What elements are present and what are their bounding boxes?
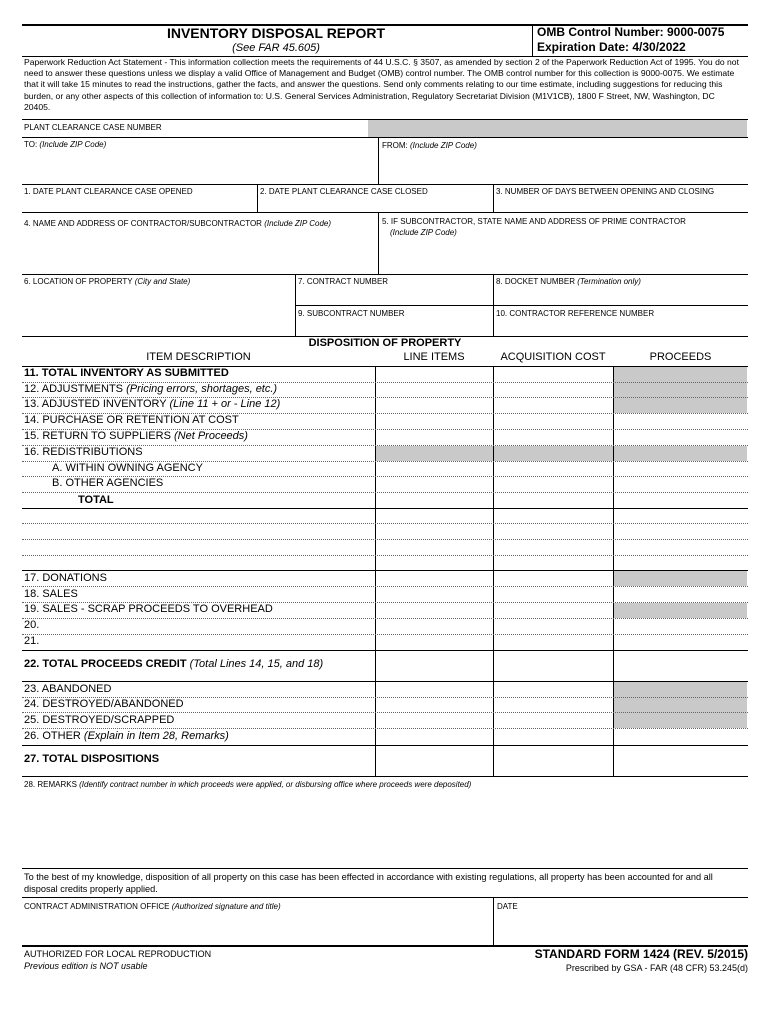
disposition-title: DISPOSITION OF PROPERTY	[308, 337, 462, 349]
prime-contractor-hint: (Include ZIP Code)	[390, 228, 457, 237]
contractor-reference-label: 10. CONTRACTOR REFERENCE NUMBER	[496, 309, 655, 318]
remarks-label: 28. REMARKS (Identify contract number in which proceeds were applied, or disbursing office where proceeds were deposited)	[24, 780, 472, 789]
form-title: INVENTORY DISPOSAL REPORT	[166, 25, 386, 41]
far-reference: (See FAR 45.605)	[232, 42, 320, 54]
days-between-field[interactable]	[495, 197, 747, 211]
col-item-description: ITEM DESCRIPTION	[146, 351, 251, 363]
col-acquisition-cost: ACQUISITION COST	[500, 351, 606, 363]
row-16a-label: A. WITHIN OWNING AGENCY	[52, 462, 203, 474]
to-address-field[interactable]	[23, 150, 377, 183]
row-16-total-label: TOTAL	[78, 494, 114, 506]
prime-contractor-field[interactable]	[380, 240, 747, 273]
row-17-label: 17. DONATIONS	[24, 572, 107, 584]
form-number: STANDARD FORM 1424 (REV. 5/2015)	[534, 947, 748, 961]
expiration-date: Expiration Date: 4/30/2022	[537, 40, 686, 54]
proceeds-shaded-17	[614, 571, 747, 586]
row-27-label: 27. TOTAL DISPOSITIONS	[24, 753, 160, 765]
contract-number-label: 7. CONTRACT NUMBER	[298, 277, 389, 286]
row-16-label: 16. REDISTRIBUTIONS	[24, 446, 143, 458]
subcontract-number-field[interactable]	[297, 320, 492, 335]
proceeds-shaded-23-25	[614, 682, 747, 728]
from-label: FROM: (Include ZIP Code)	[382, 141, 477, 150]
case-number-field[interactable]	[368, 120, 747, 137]
days-between-label: 3. NUMBER OF DAYS BETWEEN OPENING AND CLOSING	[496, 187, 715, 196]
date-closed-field[interactable]	[259, 197, 492, 211]
row-22-label: 22. TOTAL PROCEEDS CREDIT (Total Lines 14, 15, and 18)	[24, 658, 324, 670]
shaded-16	[376, 446, 747, 461]
proceeds-shaded-19	[614, 603, 747, 618]
proceeds-shaded-11-13	[614, 367, 747, 413]
certification-statement: To the best of my knowledge, disposition of all property on this case has been effected in accordance with existing regulations, all property has been accounted for and all disposal credits properly applied.	[24, 872, 713, 895]
row-20-label: 20.	[24, 619, 40, 631]
paperwork-notice: Paperwork Reduction Act Statement - This information collection meets the requirements of 44 U.S.C. § 3507, as amended by section 2 of the Paperwork Reduction Act of 1995. You do not need to answer these questions unless we display a valid Office of Management and Budget (OMB) control number. The OMB control number for this collection is 9000-0075. We estimate that it will take 15 minutes to read the instructions, gather the facts, and answer the questions. Send only comments relating to our time estimate, including suggestions for reducing this burden, or any other aspects of this collection of information to: U.S. General Services Administration, Regulatory Secretariat Division (M1V1CB), 1800 F Street, NW, Washington, DC 20405.	[24, 57, 739, 112]
row-15-label: 15. RETURN TO SUPPLIERS (Net Proceeds)	[24, 430, 248, 442]
docket-number-field[interactable]	[495, 288, 747, 305]
subcontract-number-label: 9. SUBCONTRACT NUMBER	[298, 309, 405, 318]
contractor-reference-field[interactable]	[495, 320, 747, 335]
office-signature-label: CONTRACT ADMINISTRATION OFFICE (Authorized signature and title)	[24, 902, 281, 911]
contractor-address-field[interactable]	[23, 232, 377, 273]
from-address-field[interactable]	[380, 150, 747, 183]
contract-number-field[interactable]	[297, 288, 492, 305]
date-closed-label: 2. DATE PLANT CLEARANCE CASE CLOSED	[260, 187, 428, 196]
docket-number-label: 8. DOCKET NUMBER (Termination only)	[496, 277, 641, 286]
date-opened-field[interactable]	[23, 197, 256, 211]
row-26-label: 26. OTHER (Explain in Item 28, Remarks)	[24, 730, 229, 742]
contractor-address-label: 4. NAME AND ADDRESS OF CONTRACTOR/SUBCONTRACTOR (Include ZIP Code)	[24, 219, 332, 228]
row-18-label: 18. SALES	[24, 588, 78, 600]
previous-edition-note: Previous edition is NOT usable	[24, 961, 148, 971]
case-number-label: PLANT CLEARANCE CASE NUMBER	[24, 123, 162, 132]
prescribed-by: Prescribed by GSA - FAR (48 CFR) 53.245(d)	[565, 963, 748, 973]
row-16b-label: B. OTHER AGENCIES	[52, 477, 164, 489]
row-24-label: 24. DESTROYED/ABANDONED	[24, 698, 184, 710]
to-label: TO: (Include ZIP Code)	[24, 140, 107, 149]
col-proceeds: PROCEEDS	[649, 351, 712, 363]
row-11-label: 11. TOTAL INVENTORY AS SUBMITTED	[24, 367, 229, 379]
row-13-label: 13. ADJUSTED INVENTORY (Line 11 + or - Line 12)	[24, 398, 281, 410]
property-location-label: 6. LOCATION OF PROPERTY (City and State)	[24, 277, 191, 286]
row-12-label: 12. ADJUSTMENTS (Pricing errors, shortages, etc.)	[24, 383, 278, 395]
row-19-label: 19. SALES - SCRAP PROCEEDS TO OVERHEAD	[24, 603, 273, 615]
omb-control-number: OMB Control Number: 9000-0075	[537, 25, 725, 39]
remarks-field[interactable]	[23, 791, 747, 867]
date-opened-label: 1. DATE PLANT CLEARANCE CASE OPENED	[24, 187, 193, 196]
col-line-items: LINE ITEMS	[403, 351, 465, 363]
row-14-label: 14. PURCHASE OR RETENTION AT COST	[24, 414, 239, 426]
local-reproduction-note: AUTHORIZED FOR LOCAL REPRODUCTION	[24, 949, 212, 959]
office-signature-field[interactable]	[23, 913, 492, 944]
row-23-label: 23. ABANDONED	[24, 683, 112, 695]
date-label: DATE	[497, 902, 518, 911]
property-location-field[interactable]	[23, 288, 294, 335]
prime-contractor-label: 5. IF SUBCONTRACTOR, STATE NAME AND ADDRESS OF PRIME CONTRACTOR	[382, 217, 686, 226]
date-field[interactable]	[495, 913, 747, 944]
row-25-label: 25. DESTROYED/SCRAPPED	[24, 714, 175, 726]
row-21-label: 21.	[24, 635, 40, 647]
